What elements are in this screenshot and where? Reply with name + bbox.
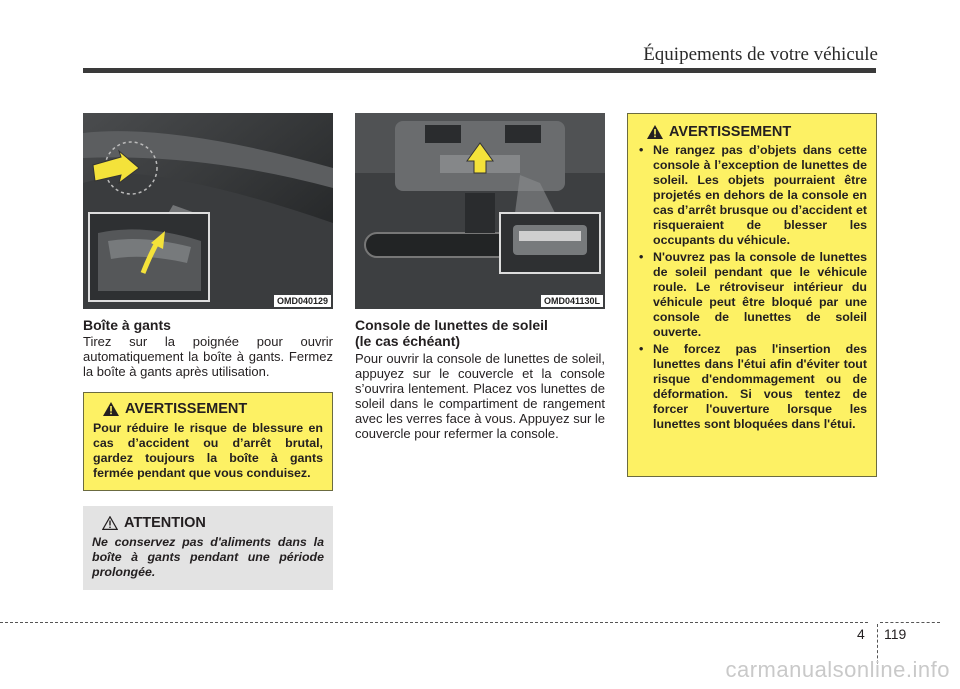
glovebox-caution-box [83, 506, 333, 590]
warning-triangle-icon [103, 402, 119, 416]
sunglass-figure [355, 113, 605, 309]
glovebox-heading: Boîte à gants [83, 317, 171, 333]
glovebox-body: Tirez sur la poignée pour ouvrir automatiquement la boîte à gants. Fermez la boîte à gants après utilisation. [83, 334, 333, 379]
figure-caption: OMD040129 [274, 295, 331, 307]
footer-rule-right [880, 622, 940, 623]
figure-caption: OMD041130L [541, 295, 603, 307]
watermark: carmanualsonline.info [725, 657, 950, 682]
chapter-number: 4 [857, 626, 865, 642]
glovebox-illustration [83, 113, 333, 309]
sunglass-illustration [355, 113, 605, 309]
sunglass-heading-line1: Console de lunettes de soleil [355, 317, 548, 333]
warning-title-text: AVERTISSEMENT [669, 124, 792, 140]
glovebox-warning-box [83, 392, 333, 491]
page-number: 119 [884, 626, 907, 642]
sunglass-warning-box [627, 113, 877, 477]
caution-body: Ne conservez pas d'aliments dans la boîte à gants pendant une période prolongée. [92, 535, 324, 579]
sunglass-heading [355, 317, 605, 349]
caution-triangle-icon [102, 516, 118, 530]
page-header-title: Équipements de votre véhicule [643, 44, 878, 65]
header-rule [83, 68, 876, 73]
caution-title [102, 515, 324, 531]
warning-body: Pour réduire le risque de blessure en cas d’accident ou d’arrêt brutal, gardez toujours la boîte à gants fermée pendant que vous conduisez. [93, 421, 323, 480]
warning-triangle-icon [647, 125, 663, 139]
warning-list [637, 143, 867, 432]
warning-title-text: AVERTISSEMENT [125, 401, 248, 417]
footer-rule [0, 622, 868, 623]
sunglass-heading-line2: (le cas échéant) [355, 333, 461, 349]
caution-title-text: ATTENTION [124, 515, 206, 531]
warning-item: • N'ouvrez pas la console de lunettes de soleil pendant que le véhicule roule. Le rétroviseur intérieur du véhicule peut être bloqué par une console de lunettes de soleil ouverte. [637, 250, 867, 340]
sunglass-body: Pour ouvrir la console de lunettes de soleil, appuyez sur le couvercle et la console s’ouvrira lentement. Placez vos lunettes de soleil dans le compartiment de rangement avec les verres face à vous. Appuyez sur le couvercle pour refermer la console. [355, 351, 606, 441]
warning-item: • Ne forcez pas l'insertion des lunettes dans l'étui afin d'éviter tout risque d'endommagement ou de déformation. Si vous tentez de forcer l'ouverture lorsque les lunettes sont bloquées dans l'étui. [637, 342, 867, 432]
warning-title [647, 124, 867, 140]
warning-item: • Ne rangez pas d’objets dans cette console à l’exception de lunettes de soleil. Les objets pourraient être projetés en dehors de la console en cas d’arrêt brusque ou d’accident et risqueraient de blesser les occupants du véhicule. [637, 143, 867, 248]
warning-title [103, 401, 323, 417]
glovebox-figure [83, 113, 333, 309]
